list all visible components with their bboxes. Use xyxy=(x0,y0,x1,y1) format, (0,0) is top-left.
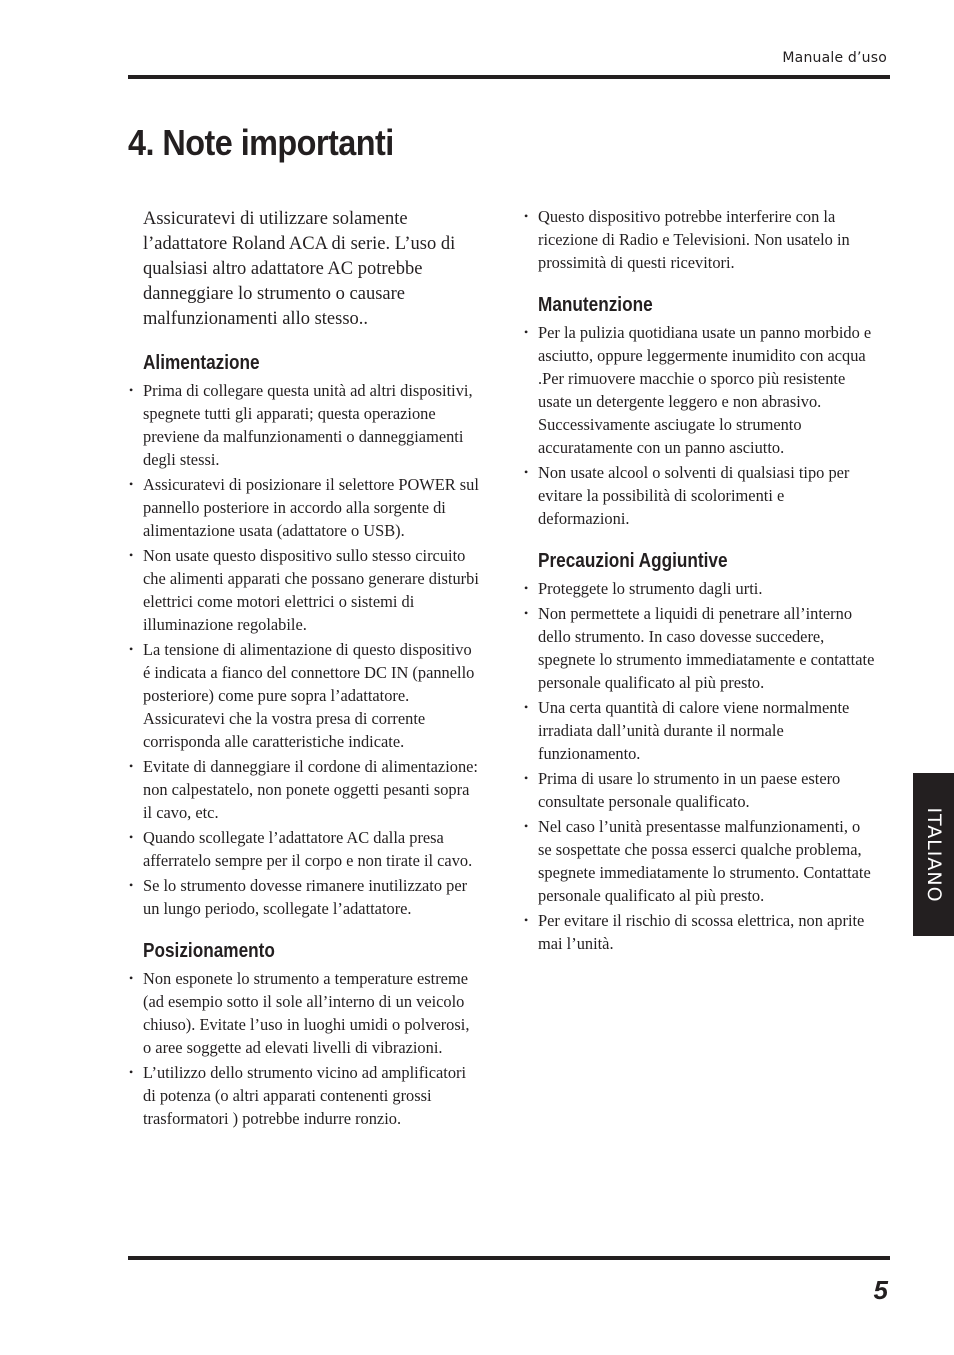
list-manutenzione xyxy=(523,321,875,530)
list-item: • La tensione di alimentazione di questo dispositivo é indicata a fianco del connettore DC IN (pannello posteriore) come pure sopra l’adattatore. Assicuratevi che la vostra presa di corrente corrisponda alle caratteristiche indicate. xyxy=(128,638,480,753)
list-item: • Nel caso l’unità presentasse malfunzionamenti, o se sospettate che possa esserci qualche problema, spegnete immediatamente lo strumento. Contattate personale qualificato al più presto. xyxy=(523,815,875,907)
list-item: • Assicuratevi di posizionare il selettore POWER sul pannello posteriore in accordo alla sorgente di alimentazione usata (adattatore o USB). xyxy=(128,473,480,542)
section-heading-alimentazione: Alimentazione xyxy=(143,352,260,374)
list-alimentazione xyxy=(128,379,480,920)
list-item: • Prima di usare lo strumento in un paese estero consultate personale qualificato. xyxy=(523,767,875,813)
list-precauzioni xyxy=(523,577,875,955)
list-item: • Proteggete lo strumento dagli urti. xyxy=(523,577,875,600)
list-item: • Non usate questo dispositivo sullo stesso circuito che alimenti apparati che possano generare disturbi elettrici come motori elettrici o sistemi di illuminazione regolabile. xyxy=(128,544,480,636)
list-item: • Per la pulizia quotidiana usate un panno morbido e asciutto, oppure leggermente inumidito con acqua .Per rimuovere macchie o sporco più resistente usate un detergente leggero e non abrasivo. Successivamente asciugate lo strumento accuratamente con un panno asciutto. xyxy=(523,321,875,459)
list-item: • Per evitare il rischio di scossa elettrica, non aprite mai l’unità. xyxy=(523,909,875,955)
list-item: • Non permettete a liquidi di penetrare all’interno dello strumento. In caso dovesse succedere, spegnete lo strumento immediatamente e contattate personale qualificato al più presto. xyxy=(523,602,875,694)
list-posizionamento xyxy=(128,967,480,1130)
intro-paragraph: Assicuratevi di utilizzare solamente l’adattatore Roland ACA di serie. L’uso di qualsiasi altro adattatore AC potrebbe danneggiare lo strumento o causare malfunzionamenti allo stesso.. xyxy=(143,209,456,329)
language-tab xyxy=(913,773,954,936)
list-item: • Prima di collegare questa unità ad altri dispositivi, spegnete tutti gli apparati; questa operazione previene da malfunzionamenti o danneggiamenti degli stessi. xyxy=(128,379,480,471)
header-rule xyxy=(128,75,890,79)
list-item: • Se lo strumento dovesse rimanere inutilizzato per un lungo periodo, scollegate l’adattatore. xyxy=(128,874,480,920)
header-label: Manuale d’uso xyxy=(782,50,887,66)
right-column xyxy=(523,205,875,957)
left-column xyxy=(128,205,480,1132)
list-item: • Evitate di danneggiare il cordone di alimentazione: non calpestatelo, non ponete oggetti pesanti sopra il cavo, etc. xyxy=(128,755,480,824)
list-item: • Una certa quantità di calore viene normalmente irradiata dall’unità durante il normale funzionamento. xyxy=(523,696,875,765)
page-number: 5 xyxy=(873,1275,888,1305)
language-tab-label: ITALIANO xyxy=(922,806,945,903)
list-item: • Questo dispositivo potrebbe interferire con la ricezione di Radio e Televisioni. Non usatelo in prossimità di questi ricevitori. xyxy=(523,205,875,274)
list-item: • Non usate alcool o solventi di qualsiasi tipo per evitare la possibilità di scolorimenti e deformazioni. xyxy=(523,461,875,530)
section-heading-manutenzione: Manutenzione xyxy=(538,294,653,316)
section-heading-posizionamento: Posizionamento xyxy=(143,940,275,962)
list-item: • L’utilizzo dello strumento vicino ad amplificatori di potenza (o altri apparati contenenti grossi trasformatori ) potrebbe indurre ronzio. xyxy=(128,1061,480,1130)
footer-rule xyxy=(128,1256,890,1260)
list-item: • Non esponete lo strumento a temperature estreme (ad esempio sotto il sole all’interno di un veicolo chiuso). Evitate l’uso in luoghi umidi o polverosi, o aree soggette ad elevati livelli di vibrazioni. xyxy=(128,967,480,1059)
section-heading-precauzioni: Precauzioni Aggiuntive xyxy=(538,550,728,572)
page-title: 4. Note importanti xyxy=(128,122,394,163)
list-posizionamento-continued xyxy=(523,205,875,274)
list-item: • Quando scollegate l’adattatore AC dalla presa afferratelo sempre per il corpo e non tirate il cavo. xyxy=(128,826,480,872)
